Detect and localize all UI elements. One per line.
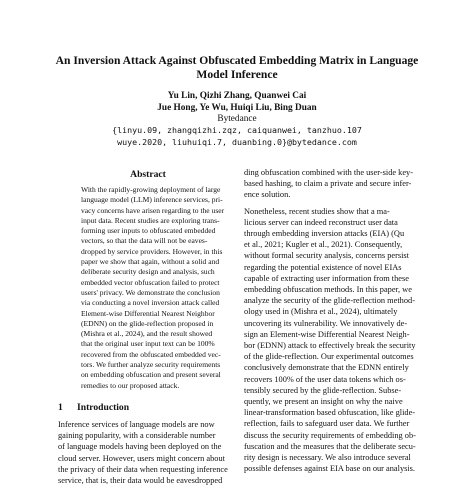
text-line: tensibly secured by the glide-reflection. Subse- — [244, 385, 402, 395]
section-title: Introduction — [77, 402, 130, 413]
text-line: users' privacy. We demonstrate the conclusion — [81, 287, 220, 297]
title-line: Model Inference — [196, 68, 278, 81]
text-line: service, that is, their data would be eavesdropped — [58, 476, 223, 486]
text-line: recovers 100% of the user data tokens which os- — [244, 374, 406, 384]
text-line: Inference services of language models are now — [58, 420, 215, 429]
title-line: An Inversion Attack Against Obfuscated Embedding Matrix in Language — [55, 54, 419, 67]
text-line: With the rapidly-growing deployment of large — [81, 185, 221, 194]
text-line: Element-wise Differential Nearest Neighbor — [81, 308, 215, 318]
text-line: ding obfuscation combined with the user-side key- — [244, 168, 413, 177]
section-heading — [58, 402, 238, 414]
text-line: linear-transformation based obfuscation, like glide- — [244, 408, 416, 418]
text-line: licious server can indeed reconstruct user data — [244, 217, 398, 227]
text-line: (EDNN) on the glide-reflection proposed in — [81, 318, 214, 328]
text-line: possible defenses against EIA base on our analysis. — [244, 464, 416, 474]
text-line: (Mishra et al., 2024), and the result showed — [81, 329, 213, 339]
author-list — [60, 91, 414, 114]
text-line: quently, we present an insight on why the naive — [244, 397, 403, 407]
text-line: regarding the potential existence of novel EIAs — [244, 262, 402, 272]
paper-title — [40, 54, 434, 82]
text-line: sign an Element-wise Differential Nearest Neigh- — [244, 329, 410, 339]
text-line: paper we show that again, without a solid and — [81, 257, 220, 267]
text-line: deliberate security design and analysis, such — [81, 267, 215, 277]
text-line: of language models having been deployed on the — [58, 442, 222, 452]
affiliation: Bytedance — [217, 114, 257, 124]
text-line: tors. We further analyze security requirements — [81, 360, 221, 370]
email-line: wuye.2020, liuhuiqi.7, duanbing.0}@bytedance.com — [117, 136, 357, 147]
text-line: of the glide-reflection. Our experimental outcomes — [244, 352, 414, 362]
abstract-body — [81, 185, 227, 391]
section-number: 1 — [58, 402, 63, 413]
text-line: ology used in (Mishra et al., 2024), ultimately — [244, 307, 398, 317]
text-line: remedies to our proposed attack. — [81, 380, 180, 390]
text-line: rity design is necessary. We also introduce several — [244, 453, 411, 463]
text-line: forming user inputs to obfuscated embedded — [81, 226, 216, 236]
text-line: gaining popularity, with a considerable number — [58, 431, 216, 441]
text-line: Nonetheless, recent studies show that a ma- — [244, 206, 390, 216]
text-line: on embedding obfuscation and present several — [81, 370, 221, 380]
author-line: Jue Hong, Ye Wu, Huiqi Liu, Bing Duan — [157, 102, 317, 113]
text-line: dropped by service providers. However, in this — [81, 246, 223, 256]
text-line: discuss the security requirements of embedding ob- — [244, 430, 416, 440]
text-line: uncovering its vulnerability. We innovatively de- — [244, 318, 408, 328]
text-line: cloud server. However, users might concern about — [58, 453, 225, 463]
text-line: that the original user input text can be 100% — [81, 339, 215, 349]
email-list — [40, 125, 434, 148]
author-line: Yu Lin, Qizhi Zhang, Quanwei Cai — [167, 91, 307, 101]
text-line: vectors, so that the data will not be eaves- — [81, 236, 208, 246]
text-line: fuscation and the measures that the deliberate secu- — [244, 441, 416, 451]
text-line: conclusively demonstrate that the EDNN entirely — [244, 363, 409, 373]
text-line: analyze the security of the glide-reflection method- — [244, 296, 415, 306]
text-line: the privacy of their data when requesting inference — [58, 464, 228, 474]
text-line: embedded vector obfuscation failed to protect — [81, 277, 220, 287]
email-line: {linyu.09, zhangqizhi.zqz, caiquanwei, tanzhuo.107 — [112, 125, 362, 135]
text-line: based hashing, to claim a private and secure infer- — [244, 179, 412, 189]
text-line: embedding obfuscation methods. In this paper, we — [244, 285, 412, 295]
text-line: via conducting a novel inversion attack called — [81, 298, 220, 308]
text-line: capable of extracting user information from these — [244, 273, 409, 283]
text-line: recovered from the obfuscated embedded vec- — [81, 349, 221, 359]
text-line: language model (LLM) inference services, pri- — [81, 195, 223, 205]
text-line: ence solution. — [244, 190, 291, 200]
text-line: reflection, fails to safeguard user data. We further — [244, 419, 410, 429]
introduction-body — [58, 419, 242, 486]
text-line: through embedding inversion attacks (EIA) (Qu — [244, 229, 405, 239]
text-line: vacy concerns have arisen regarding to the user — [81, 205, 225, 215]
text-line: input data. Recent studies are exploring trans- — [81, 215, 220, 225]
right-column-body — [244, 167, 428, 474]
text-line: et al., 2021; Kugler et al., 2021). Consequently, — [244, 240, 403, 250]
text-line: bor (EDNN) attack to effectively break the security — [244, 341, 416, 351]
text-line: without formal security analysis, concerns persist — [244, 251, 409, 261]
abstract-heading: Abstract — [130, 169, 166, 180]
